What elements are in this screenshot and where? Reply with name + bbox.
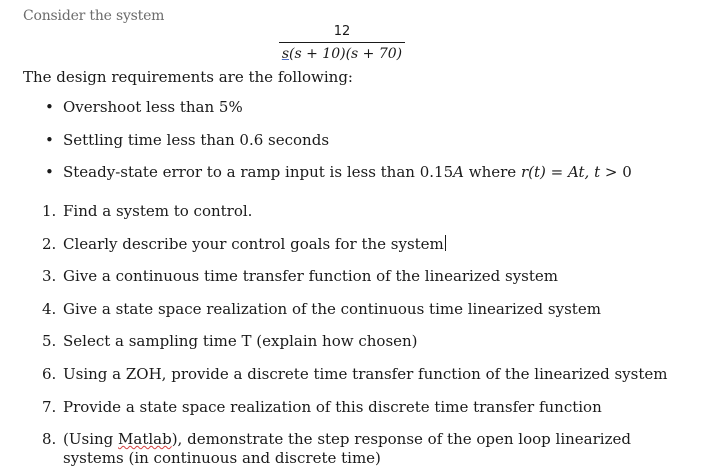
task-number: 8. bbox=[42, 430, 57, 449]
requirement-text: Overshoot less than 5% bbox=[63, 98, 243, 116]
task-number: 5. bbox=[42, 332, 57, 351]
task-number: 2. bbox=[42, 234, 57, 253]
task-text bbox=[63, 235, 678, 254]
requirement-text: Settling time less than 0.6 seconds bbox=[63, 130, 330, 149]
task-number: 3. bbox=[42, 267, 57, 286]
fraction-bar bbox=[279, 42, 405, 43]
requirement-math-ramp: r(t) = At, t > bbox=[520, 163, 623, 181]
task-item bbox=[0, 398, 703, 431]
task-text: Provide a state space realization of this discrete time transfer function bbox=[63, 397, 602, 416]
tf-denominator bbox=[279, 45, 405, 63]
spellcheck-word: Matlab bbox=[118, 430, 172, 449]
task-item bbox=[0, 332, 703, 365]
task-text-content: Clearly describe your control goals for the system bbox=[63, 234, 444, 253]
task-item bbox=[0, 430, 703, 468]
requirement-math-a: A bbox=[453, 163, 464, 181]
bullet-icon: • bbox=[45, 130, 54, 149]
tf-denominator-s: s bbox=[281, 46, 290, 62]
requirement-text-suffix: 0 bbox=[622, 163, 632, 181]
requirement-text-prefix: Steady-state error to a ramp input is less than 0.15 bbox=[63, 163, 454, 181]
task-item bbox=[0, 235, 703, 268]
task-item bbox=[0, 365, 703, 398]
task-text: Select a sampling time T (explain how chosen) bbox=[63, 332, 418, 351]
task-text: Using a ZOH, provide a discrete time transfer function of the linearized system bbox=[63, 364, 668, 383]
task-text: Give a continuous time transfer function of the linearized system bbox=[63, 267, 558, 286]
requirements-heading: The design requirements are the following: bbox=[23, 68, 353, 86]
requirement-item bbox=[0, 98, 703, 131]
task-text bbox=[63, 430, 678, 468]
task-number: 7. bbox=[42, 397, 57, 416]
transfer-function bbox=[279, 24, 405, 63]
requirements-list bbox=[0, 98, 703, 196]
task-text-suffix: ), demonstrate the step response of the open loop linearized systems (in continuous and discrete time) bbox=[63, 430, 631, 468]
requirement-text-middle: where bbox=[463, 163, 521, 181]
requirement-item bbox=[0, 131, 703, 164]
task-text-prefix: (Using bbox=[63, 430, 119, 449]
requirement-item bbox=[0, 163, 703, 196]
task-number: 4. bbox=[42, 299, 57, 318]
tf-denominator-factors: (s + 10)(s + 70) bbox=[289, 46, 403, 62]
task-item bbox=[0, 300, 703, 333]
requirement-text bbox=[63, 163, 632, 181]
intro-text: Consider the system bbox=[23, 8, 165, 24]
task-text: Find a system to control. bbox=[63, 202, 253, 220]
bullet-icon: • bbox=[45, 98, 54, 116]
text-cursor bbox=[445, 235, 446, 251]
task-item bbox=[0, 267, 703, 300]
task-item bbox=[0, 202, 703, 235]
bullet-icon: • bbox=[45, 163, 54, 181]
task-number: 6. bbox=[42, 364, 57, 383]
task-number: 1. bbox=[42, 202, 57, 220]
task-text: Give a state space realization of the continuous time linearized system bbox=[63, 299, 601, 318]
tf-numerator: 12 bbox=[333, 24, 351, 39]
task-list bbox=[0, 202, 703, 468]
